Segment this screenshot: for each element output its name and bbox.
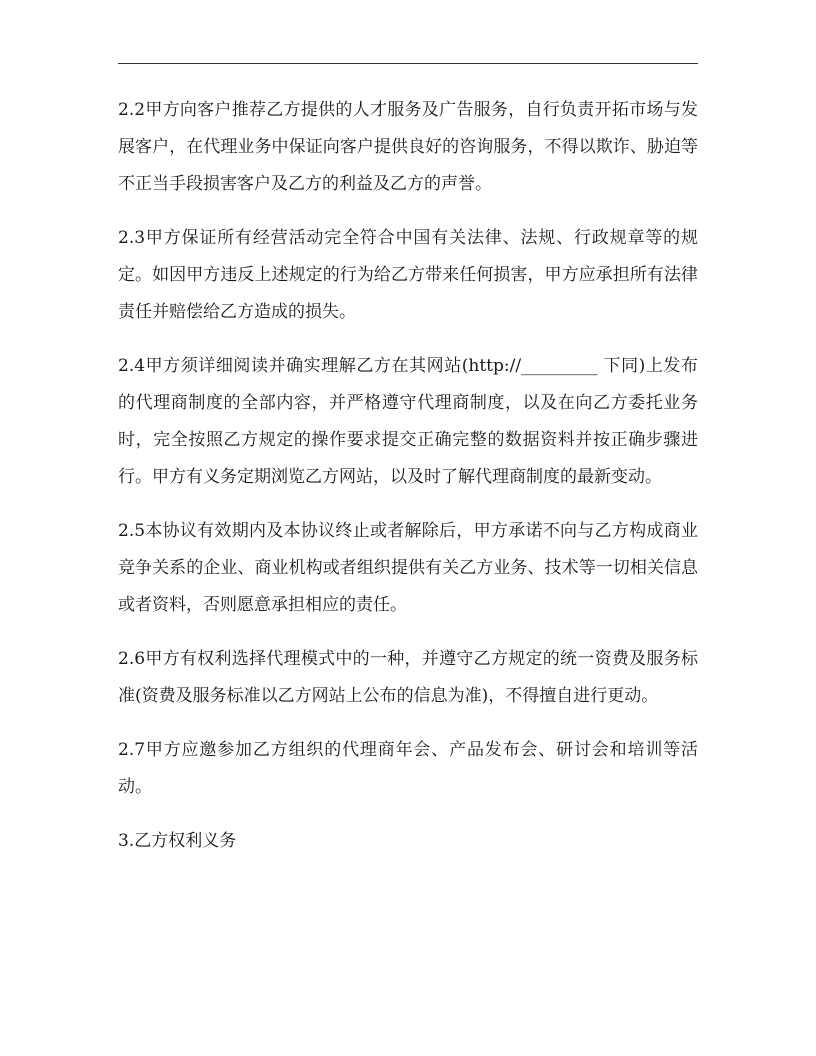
clause-2-7: 2.7甲方应邀参加乙方组织的代理商年会、产品发布会、研讨会和培训等活动。: [118, 740, 698, 797]
clause-2-3: 2.3甲方保证所有经营活动完全符合中国有关法律、法规、行政规章等的规定。如因甲方违反上述规定的行为给乙方带来任何损害，甲方应承担所有法律责任并赔偿给乙方造成的损失。: [118, 228, 698, 322]
clause-2-2: 2.2甲方向客户推荐乙方提供的人才服务及广告服务，自行负责开拓市场与发展客户，在代理业务中保证向客户提供良好的咨询服务，不得以欺诈、胁迫等不正当手段损害客户及乙方的利益及乙方的声誉。: [118, 100, 698, 194]
header-rule: [118, 63, 698, 64]
section-heading: 3.乙方权利义务: [118, 831, 237, 851]
clause-2-4: 2.4甲方须详细阅读并确实理解乙方在其网站(http://_________ 下同)上发布的代理商制度的全部内容，并严格遵守代理商制度，以及在向乙方委托业务时，完全按照乙方规定的操作要求提交正确完整的数据资料并按正确步骤进行。甲方有义务定期浏览乙方网站，以及时了解代理商制度的最新变动。: [118, 356, 698, 487]
clause-2-6: 2.6甲方有权利选择代理模式中的一种，并遵守乙方规定的统一资费及服务标准(资费及服务标准以乙方网站上公布的信息为准)，不得擅自进行更动。: [118, 649, 698, 706]
clause-2-5: 2.5本协议有效期内及本协议终止或者解除后，甲方承诺不向与乙方构成商业竞争关系的企业、商业机构或者组织提供有关乙方业务、技术等一切相关信息或者资料，否则愿意承担相应的责任。: [118, 521, 698, 615]
document-body: [118, 92, 698, 877]
